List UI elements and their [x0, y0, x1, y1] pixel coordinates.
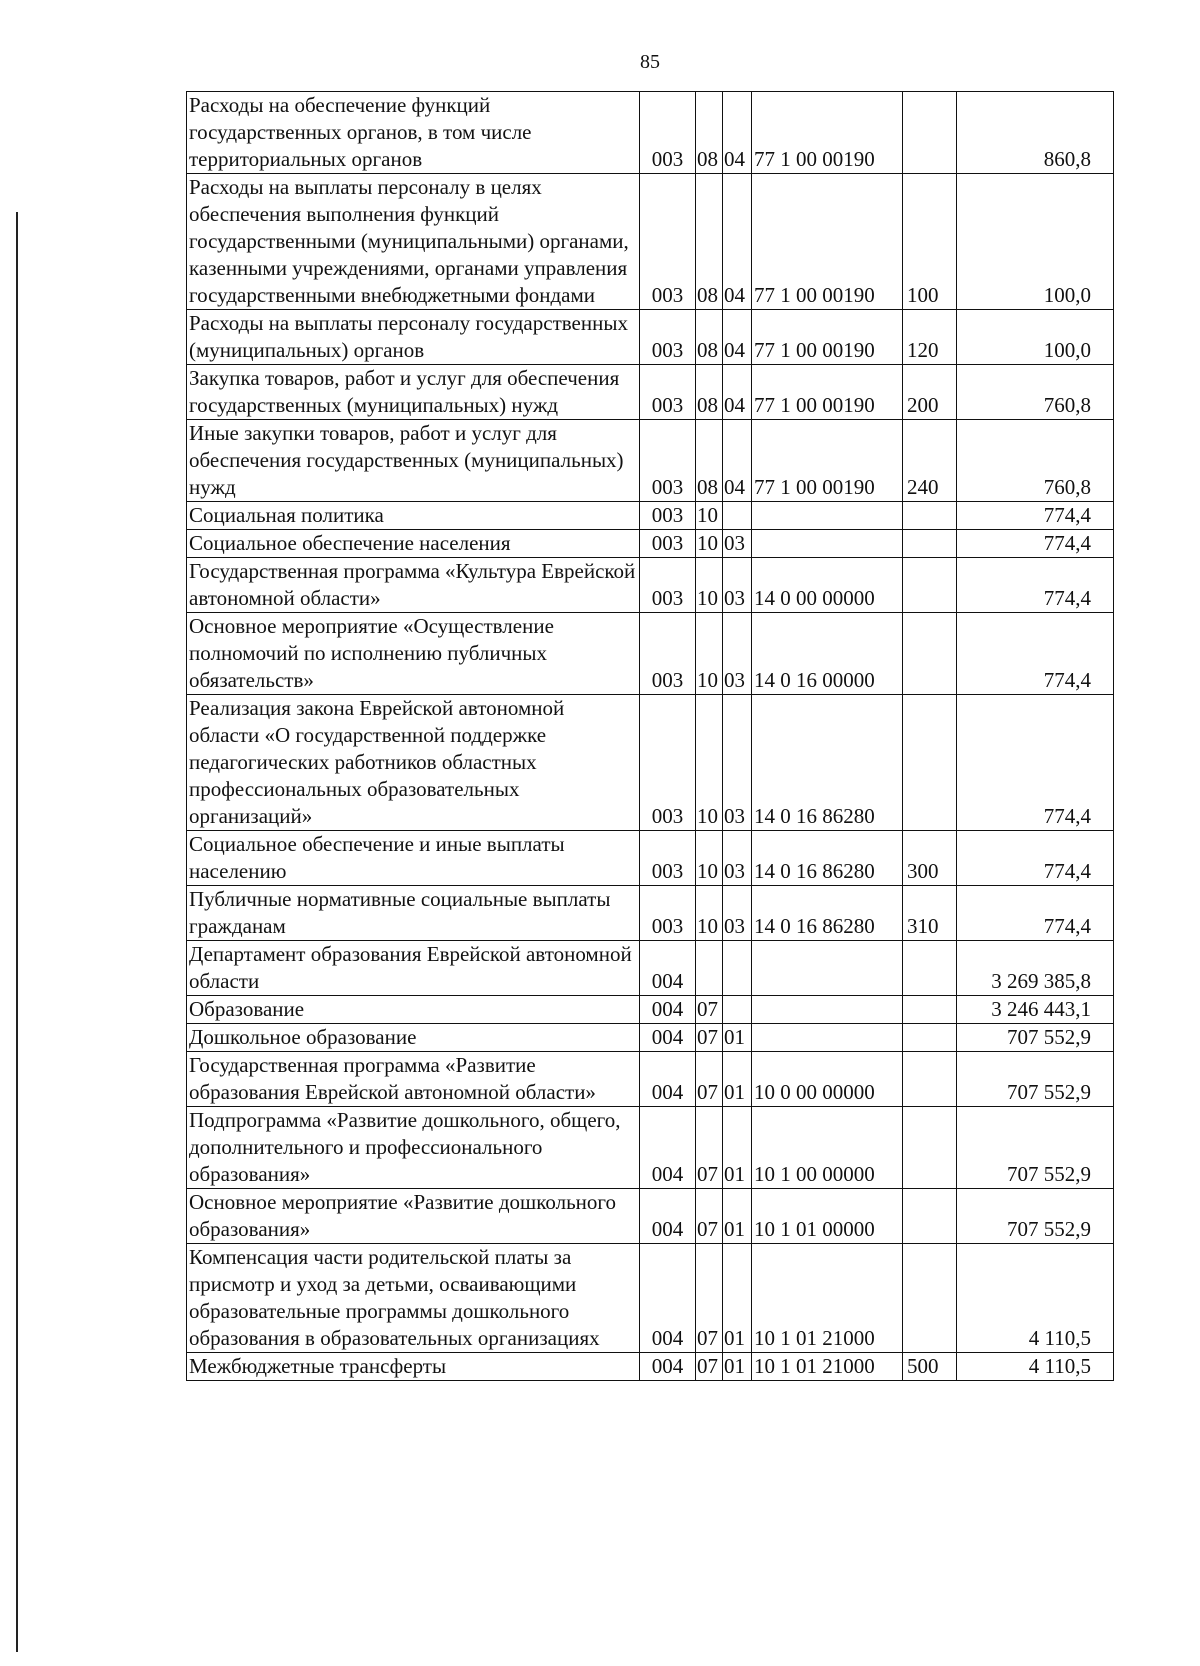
row-rz-code: 08: [696, 310, 723, 365]
row-name: Компенсация части родительской платы за присмотр и уход за детьми, осваивающими образовательные программы дошкольного образования в образовательных организациях: [187, 1244, 640, 1353]
table-row: [187, 1052, 1114, 1107]
table-row: [187, 310, 1114, 365]
row-vr-code: [903, 613, 957, 695]
row-gr-code: 003: [640, 92, 696, 174]
row-sum: 707 552,9: [957, 1189, 1114, 1244]
row-sum: 774,4: [957, 530, 1114, 558]
row-gr-code: 003: [640, 310, 696, 365]
row-rz-code: 07: [696, 1189, 723, 1244]
row-rz-code: 08: [696, 420, 723, 502]
row-gr-code: 004: [640, 1189, 696, 1244]
row-rz-code: 07: [696, 1024, 723, 1052]
row-gr-code: 003: [640, 420, 696, 502]
row-vr-code: [903, 502, 957, 530]
row-pr-code: 01: [723, 1024, 752, 1052]
table-row: [187, 174, 1114, 310]
row-gr-code: 003: [640, 695, 696, 831]
row-pr-code: [723, 941, 752, 996]
row-sum: 3 269 385,8: [957, 941, 1114, 996]
row-gr-code: 004: [640, 1052, 696, 1107]
table-row: [187, 996, 1114, 1024]
row-csr-code: [752, 502, 903, 530]
row-gr-code: 003: [640, 831, 696, 886]
row-vr-code: 300: [903, 831, 957, 886]
row-csr-code: 77 1 00 00190: [752, 310, 903, 365]
row-vr-code: [903, 695, 957, 831]
row-pr-code: [723, 996, 752, 1024]
row-sum: 707 552,9: [957, 1107, 1114, 1189]
row-gr-code: 004: [640, 1353, 696, 1381]
row-csr-code: 10 1 00 00000: [752, 1107, 903, 1189]
row-csr-code: 14 0 16 86280: [752, 886, 903, 941]
row-vr-code: 200: [903, 365, 957, 420]
table-row: [187, 886, 1114, 941]
table-row: [187, 502, 1114, 530]
row-csr-code: 10 1 01 00000: [752, 1189, 903, 1244]
row-name: Закупка товаров, работ и услуг для обеспечения государственных (муниципальных) нужд: [187, 365, 640, 420]
row-rz-code: 08: [696, 174, 723, 310]
row-gr-code: 003: [640, 365, 696, 420]
row-name: Расходы на выплаты персоналу в целях обеспечения выполнения функций государственными (муниципальными) органами, казенными учреждениями, органами управления государственными внебюджетными фондами: [187, 174, 640, 310]
row-rz-code: 07: [696, 996, 723, 1024]
row-gr-code: 004: [640, 1244, 696, 1353]
row-sum: 3 246 443,1: [957, 996, 1114, 1024]
row-name: Департамент образования Еврейской автономной области: [187, 941, 640, 996]
table-row: [187, 1024, 1114, 1052]
row-rz-code: 07: [696, 1244, 723, 1353]
row-vr-code: 240: [903, 420, 957, 502]
table-row: [187, 92, 1114, 174]
row-pr-code: 01: [723, 1107, 752, 1189]
row-pr-code: 04: [723, 92, 752, 174]
row-vr-code: [903, 1107, 957, 1189]
row-gr-code: 004: [640, 1024, 696, 1052]
row-sum: 860,8: [957, 92, 1114, 174]
table-row: [187, 1244, 1114, 1353]
row-vr-code: [903, 530, 957, 558]
table-row: [187, 941, 1114, 996]
row-csr-code: 10 0 00 00000: [752, 1052, 903, 1107]
row-csr-code: [752, 530, 903, 558]
row-sum: 100,0: [957, 174, 1114, 310]
row-csr-code: 10 1 01 21000: [752, 1244, 903, 1353]
row-vr-code: [903, 1052, 957, 1107]
row-rz-code: 10: [696, 886, 723, 941]
row-rz-code: 10: [696, 502, 723, 530]
row-name: Социальное обеспечение и иные выплаты населению: [187, 831, 640, 886]
row-rz-code: 10: [696, 613, 723, 695]
row-sum: 707 552,9: [957, 1052, 1114, 1107]
row-pr-code: 04: [723, 365, 752, 420]
row-vr-code: [903, 1189, 957, 1244]
row-sum: 774,4: [957, 886, 1114, 941]
row-csr-code: 14 0 00 00000: [752, 558, 903, 613]
row-csr-code: [752, 941, 903, 996]
row-gr-code: 003: [640, 886, 696, 941]
table-row: [187, 420, 1114, 502]
row-sum: 760,8: [957, 420, 1114, 502]
table-row: [187, 695, 1114, 831]
row-sum: 774,4: [957, 502, 1114, 530]
row-gr-code: 003: [640, 502, 696, 530]
row-vr-code: 100: [903, 174, 957, 310]
row-name: Подпрограмма «Развитие дошкольного, общего, дополнительного и профессионального образования»: [187, 1107, 640, 1189]
row-rz-code: 10: [696, 558, 723, 613]
row-pr-code: 04: [723, 420, 752, 502]
row-name: Расходы на выплаты персоналу государственных (муниципальных) органов: [187, 310, 640, 365]
row-gr-code: 003: [640, 174, 696, 310]
row-sum: 707 552,9: [957, 1024, 1114, 1052]
row-pr-code: [723, 502, 752, 530]
row-pr-code: 03: [723, 695, 752, 831]
row-name: Реализация закона Еврейской автономной области «О государственной поддержке педагогических работников областных профессиональных образовательных организаций»: [187, 695, 640, 831]
row-pr-code: 04: [723, 310, 752, 365]
row-sum: 760,8: [957, 365, 1114, 420]
table-row: [187, 1353, 1114, 1381]
table-row: [187, 831, 1114, 886]
row-vr-code: [903, 1024, 957, 1052]
table-row: [187, 558, 1114, 613]
row-vr-code: [903, 558, 957, 613]
row-csr-code: 77 1 00 00190: [752, 92, 903, 174]
table-row: [187, 1189, 1114, 1244]
row-name: Государственная программа «Культура Еврейской автономной области»: [187, 558, 640, 613]
row-vr-code: [903, 996, 957, 1024]
row-gr-code: 003: [640, 558, 696, 613]
row-csr-code: 77 1 00 00190: [752, 420, 903, 502]
row-rz-code: 08: [696, 92, 723, 174]
row-rz-code: 10: [696, 831, 723, 886]
row-sum: 4 110,5: [957, 1353, 1114, 1381]
row-name: Социальное обеспечение населения: [187, 530, 640, 558]
row-csr-code: [752, 1024, 903, 1052]
table-row: [187, 613, 1114, 695]
row-pr-code: 03: [723, 886, 752, 941]
row-pr-code: 01: [723, 1353, 752, 1381]
row-sum: 774,4: [957, 831, 1114, 886]
row-csr-code: 14 0 16 86280: [752, 695, 903, 831]
row-rz-code: 10: [696, 695, 723, 831]
row-rz-code: 07: [696, 1353, 723, 1381]
row-name: Дошкольное образование: [187, 1024, 640, 1052]
row-pr-code: 01: [723, 1244, 752, 1353]
row-pr-code: 01: [723, 1052, 752, 1107]
row-sum: 100,0: [957, 310, 1114, 365]
row-gr-code: 003: [640, 613, 696, 695]
row-gr-code: 004: [640, 996, 696, 1024]
row-csr-code: 77 1 00 00190: [752, 365, 903, 420]
row-name: Государственная программа «Развитие образования Еврейской автономной области»: [187, 1052, 640, 1107]
row-pr-code: 03: [723, 558, 752, 613]
row-vr-code: [903, 1244, 957, 1353]
row-gr-code: 004: [640, 1107, 696, 1189]
row-gr-code: 004: [640, 941, 696, 996]
row-rz-code: 08: [696, 365, 723, 420]
table-row: [187, 1107, 1114, 1189]
row-csr-code: 14 0 16 00000: [752, 613, 903, 695]
row-vr-code: 310: [903, 886, 957, 941]
table-row: [187, 365, 1114, 420]
budget-table: [186, 91, 1114, 1381]
row-vr-code: 500: [903, 1353, 957, 1381]
scan-binding-line: [16, 212, 18, 1652]
row-name: Социальная политика: [187, 502, 640, 530]
row-csr-code: 77 1 00 00190: [752, 174, 903, 310]
row-name: Иные закупки товаров, работ и услуг для обеспечения государственных (муниципальных) нужд: [187, 420, 640, 502]
row-vr-code: [903, 92, 957, 174]
row-pr-code: 01: [723, 1189, 752, 1244]
row-name: Публичные нормативные социальные выплаты гражданам: [187, 886, 640, 941]
row-csr-code: 10 1 01 21000: [752, 1353, 903, 1381]
row-csr-code: 14 0 16 86280: [752, 831, 903, 886]
table-row: [187, 530, 1114, 558]
row-rz-code: 10: [696, 530, 723, 558]
row-csr-code: [752, 996, 903, 1024]
row-pr-code: 04: [723, 174, 752, 310]
row-name: Основное мероприятие «Осуществление полномочий по исполнению публичных обязательств»: [187, 613, 640, 695]
row-vr-code: 120: [903, 310, 957, 365]
row-name: Образование: [187, 996, 640, 1024]
row-vr-code: [903, 941, 957, 996]
row-sum: 4 110,5: [957, 1244, 1114, 1353]
row-rz-code: 07: [696, 1107, 723, 1189]
row-rz-code: 07: [696, 1052, 723, 1107]
row-pr-code: 03: [723, 613, 752, 695]
row-sum: 774,4: [957, 558, 1114, 613]
row-sum: 774,4: [957, 613, 1114, 695]
row-name: Расходы на обеспечение функций государственных органов, в том числе территориальных органов: [187, 92, 640, 174]
row-rz-code: [696, 941, 723, 996]
page-number: 85: [640, 51, 660, 73]
row-gr-code: 003: [640, 530, 696, 558]
table-body: [187, 92, 1114, 1381]
row-name: Межбюджетные трансферты: [187, 1353, 640, 1381]
row-name: Основное мероприятие «Развитие дошкольного образования»: [187, 1189, 640, 1244]
row-pr-code: 03: [723, 831, 752, 886]
row-pr-code: 03: [723, 530, 752, 558]
row-sum: 774,4: [957, 695, 1114, 831]
